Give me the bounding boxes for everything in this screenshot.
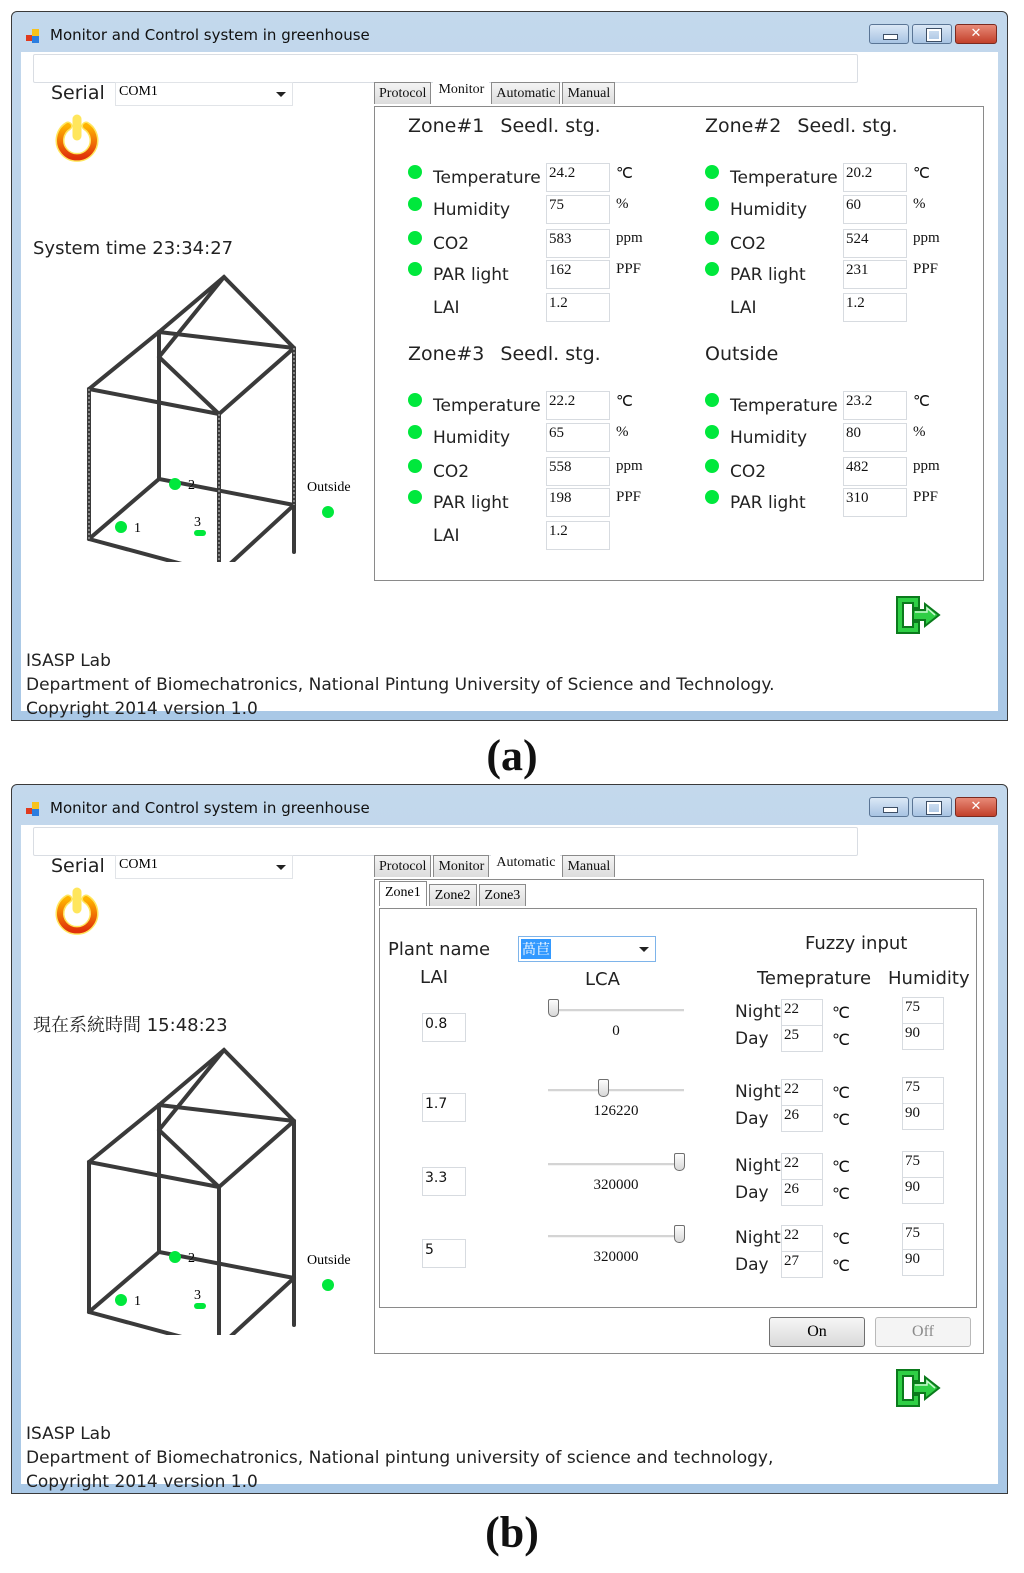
close-button[interactable]	[955, 797, 997, 817]
figure-caption-a: (a)	[486, 731, 538, 780]
status-indicator-icon	[408, 490, 422, 504]
chevron-down-icon	[276, 92, 286, 97]
slider-track	[548, 1089, 684, 1092]
serial-label: Serial	[51, 855, 105, 877]
message-box[interactable]	[33, 827, 858, 856]
footer	[26, 1422, 773, 1494]
zone-stage: Seedl. stg.	[500, 343, 601, 365]
reading-row-lai	[408, 293, 698, 323]
status-indicator-icon	[408, 425, 422, 439]
title-bar[interactable]	[12, 785, 1007, 827]
system-time-value: 23:34:27	[152, 238, 234, 259]
status-indicator-icon	[705, 425, 719, 439]
window-monitor	[11, 11, 1008, 721]
reading-value: 524	[846, 231, 869, 247]
exit-door-icon[interactable]	[893, 1367, 943, 1409]
sensor-label-zone2: 2	[188, 1251, 195, 1266]
sensor-dot-outside	[322, 506, 334, 518]
reading-unit: ℃	[913, 394, 930, 410]
lca-slider[interactable]	[548, 1153, 684, 1179]
day-label: Day	[735, 1255, 769, 1275]
main-tabs	[374, 855, 617, 877]
reading-label: Humidity	[730, 428, 808, 448]
reading-value-field[interactable]	[843, 391, 907, 420]
night-label: Night	[735, 1228, 781, 1248]
reading-unit: %	[913, 424, 926, 440]
plant-name-select[interactable]	[518, 936, 656, 962]
reading-label: LAI	[433, 526, 460, 546]
reading-value: 1.2	[846, 295, 865, 311]
main-tabs	[374, 82, 617, 104]
reading-value-field[interactable]	[546, 521, 610, 550]
reading-label: Temperature	[433, 396, 541, 416]
day-temp-value: 25	[784, 1027, 799, 1043]
sensor-label-zone1: 1	[134, 521, 141, 536]
on-button[interactable]: On	[769, 1317, 865, 1347]
reading-row-par-light	[408, 260, 698, 290]
slider-thumb[interactable]	[674, 1153, 685, 1171]
slider-thumb[interactable]	[674, 1225, 685, 1243]
off-button[interactable]: Off	[875, 1317, 971, 1347]
reading-unit: ℃	[616, 394, 633, 410]
reading-value: 198	[549, 490, 572, 506]
temp-unit: ℃	[832, 1032, 850, 1049]
lca-value: 126220	[593, 1103, 639, 1119]
reading-unit: ppm	[913, 230, 940, 246]
temp-unit: ℃	[832, 1085, 850, 1102]
reading-label: LAI	[433, 298, 460, 318]
reading-value-field[interactable]	[546, 391, 610, 420]
zone-name: Outside	[705, 343, 779, 365]
close-button[interactable]	[955, 24, 997, 44]
reading-row-co2	[408, 457, 698, 487]
reading-row-temperature	[705, 391, 995, 421]
reading-value: 24.2	[549, 165, 576, 181]
plant-name-label: Plant name	[388, 939, 491, 960]
power-icon[interactable]	[53, 887, 101, 935]
reading-row-co2	[408, 229, 698, 259]
reading-label: Temperature	[433, 168, 541, 188]
sensor-dot-zone2	[169, 478, 181, 490]
day-temp-field[interactable]	[781, 1179, 823, 1206]
night-humidity-value: 75	[905, 999, 920, 1015]
zone-title	[705, 115, 898, 137]
greenhouse-diagram	[71, 1035, 391, 1335]
night-temp-value: 22	[784, 1227, 799, 1243]
footer-lab: ISASP Lab	[26, 651, 111, 671]
reading-label: LAI	[730, 298, 757, 318]
client-area	[21, 825, 998, 1492]
zone-name: Zone#3	[408, 343, 485, 365]
reading-value-field[interactable]	[546, 293, 610, 322]
slider-thumb[interactable]	[598, 1079, 609, 1097]
lai-value: 5	[425, 1242, 434, 1258]
reading-value: 22.2	[549, 393, 576, 409]
reading-value: 20.2	[846, 165, 873, 181]
temp-unit: ℃	[832, 1258, 850, 1275]
footer	[26, 649, 774, 721]
night-humidity-value: 75	[905, 1153, 920, 1169]
reading-row-par-light	[408, 488, 698, 518]
reading-value-field[interactable]	[843, 195, 907, 224]
lai-field[interactable]	[422, 1167, 466, 1196]
automatic-panel	[374, 879, 984, 1354]
footer-department: Department of Biomechatronics, National pintung university of science and technology,	[26, 1448, 774, 1468]
night-humidity-value: 75	[905, 1079, 920, 1095]
reading-row-temperature	[408, 163, 698, 193]
lai-field[interactable]	[422, 1093, 466, 1122]
reading-label: PAR light	[433, 265, 509, 285]
reading-label: Humidity	[433, 428, 511, 448]
night-temp-field[interactable]	[781, 1153, 823, 1180]
system-time	[33, 238, 233, 259]
reading-label: CO2	[433, 462, 470, 482]
status-indicator-icon	[408, 459, 422, 473]
reading-value: 23.2	[846, 393, 873, 409]
reading-row-lai	[408, 521, 698, 551]
sensor-dot-zone2	[169, 1251, 181, 1263]
lai-field[interactable]	[422, 1013, 466, 1042]
zone1-settings	[379, 908, 977, 1340]
reading-label: PAR light	[730, 493, 806, 513]
reading-value-field[interactable]	[843, 293, 907, 322]
reading-row-humidity	[408, 423, 698, 453]
sensor-dot-zone3	[194, 530, 206, 536]
reading-unit: %	[913, 196, 926, 212]
zone-stage: Seedl. stg.	[500, 115, 601, 137]
sensor-label-zone3: 3	[194, 1288, 201, 1303]
slider-thumb[interactable]	[548, 999, 559, 1017]
tab-monitor[interactable]: Monitor	[433, 78, 489, 103]
night-humidity-field[interactable]	[902, 1223, 944, 1250]
status-indicator-icon	[408, 262, 422, 276]
day-temp-field[interactable]	[781, 1025, 823, 1052]
slider-track	[548, 1163, 684, 1166]
footer-copyright: Copyright 2014 version 1.0	[26, 699, 258, 719]
sensor-dot-outside	[322, 1279, 334, 1291]
lai-field[interactable]	[422, 1239, 466, 1268]
zone-name: Zone#2	[705, 115, 782, 137]
day-label: Day	[735, 1029, 769, 1049]
window-automatic	[11, 784, 1008, 1494]
status-indicator-icon	[705, 459, 719, 473]
night-temp-field[interactable]	[781, 999, 823, 1026]
status-indicator-icon	[705, 197, 719, 211]
system-time-value: 15:48:23	[146, 1015, 228, 1036]
night-humidity-field[interactable]	[902, 997, 944, 1024]
lai-value: 1.7	[425, 1096, 448, 1112]
tab-manual[interactable]: Manual	[562, 82, 615, 104]
reading-unit: %	[616, 196, 629, 212]
system-time	[33, 1011, 228, 1037]
sensor-label-zone1: 1	[134, 1294, 141, 1309]
chevron-down-icon	[639, 947, 649, 952]
status-indicator-icon	[408, 231, 422, 245]
temp-unit: ℃	[832, 1186, 850, 1203]
maximize-button[interactable]	[912, 797, 952, 817]
reading-value: 75	[549, 197, 564, 213]
night-temp-field[interactable]	[781, 1225, 823, 1252]
chevron-down-icon	[276, 865, 286, 870]
lai-value: 0.8	[425, 1016, 448, 1032]
lai-header: LAI	[420, 967, 449, 988]
temp-unit: ℃	[832, 1159, 850, 1176]
reading-label: Humidity	[730, 200, 808, 220]
client-area	[21, 52, 998, 719]
reading-label: Temperature	[730, 396, 838, 416]
night-humidity-field[interactable]	[902, 1077, 944, 1104]
reading-row-humidity	[705, 423, 995, 453]
footer-copyright: Copyright 2014 version 1.0	[26, 1472, 258, 1492]
sensor-label-outside: Outside	[307, 480, 351, 495]
reading-value: 80	[846, 425, 861, 441]
night-temp-value: 22	[784, 1081, 799, 1097]
status-indicator-icon	[408, 197, 422, 211]
lca-value: 0	[612, 1023, 620, 1039]
zone-name: Zone#1	[408, 115, 485, 137]
lca-slider[interactable]	[548, 999, 684, 1025]
reading-label: CO2	[730, 462, 767, 482]
status-indicator-icon	[705, 393, 719, 407]
lca-slider[interactable]	[548, 1225, 684, 1251]
serial-port-select[interactable]	[115, 82, 293, 106]
reading-value-field[interactable]	[843, 260, 907, 289]
lca-value: 320000	[593, 1177, 639, 1193]
day-humidity-value: 90	[905, 1251, 920, 1267]
reading-value: 482	[846, 459, 869, 475]
sensor-dot-zone3	[194, 1303, 206, 1309]
minimize-button[interactable]	[869, 797, 909, 817]
day-humidity-field[interactable]	[902, 1023, 944, 1050]
close-icon: ✕	[970, 799, 982, 814]
window-title: Monitor and Control system in greenhouse	[50, 799, 370, 817]
night-temp-value: 22	[784, 1155, 799, 1171]
tab-protocol[interactable]: Protocol	[374, 82, 431, 104]
sensor-label-zone3: 3	[194, 515, 201, 530]
status-indicator-icon	[705, 165, 719, 179]
sensor-label-zone2: 2	[188, 478, 195, 493]
reading-row-humidity	[408, 195, 698, 225]
tab-automatic[interactable]: Automatic	[491, 851, 560, 876]
reading-value-field[interactable]	[546, 229, 610, 258]
day-humidity-value: 90	[905, 1105, 920, 1121]
reading-value: 583	[549, 231, 572, 247]
reading-value: 60	[846, 197, 861, 213]
reading-value-field[interactable]	[843, 163, 907, 192]
serial-port-select[interactable]	[115, 855, 293, 879]
footer-lab: ISASP Lab	[26, 1424, 111, 1444]
figure-caption-b: (b)	[485, 1508, 539, 1557]
reading-value-field[interactable]	[546, 260, 610, 289]
plant-name-value: 萵苣	[521, 939, 551, 959]
day-humidity-field[interactable]	[902, 1177, 944, 1204]
reading-value-field[interactable]	[843, 488, 907, 517]
serial-port-value: COM1	[119, 84, 158, 99]
reading-row-lai	[705, 293, 995, 323]
maximize-icon	[927, 29, 941, 41]
tab-manual[interactable]: Manual	[562, 855, 615, 877]
reading-value: 65	[549, 425, 564, 441]
reading-value: 310	[846, 490, 869, 506]
night-humidity-field[interactable]	[902, 1151, 944, 1178]
day-label: Day	[735, 1183, 769, 1203]
reading-value-field[interactable]	[546, 163, 610, 192]
reading-row-co2	[705, 457, 995, 487]
close-icon: ✕	[970, 26, 982, 41]
temp-unit: ℃	[832, 1112, 850, 1129]
reading-unit: PPF	[913, 261, 939, 277]
lca-header: LCA	[585, 969, 620, 990]
day-humidity-field[interactable]	[902, 1103, 944, 1130]
humidity-header: Humidity	[888, 968, 970, 989]
app-windows-icon	[26, 802, 40, 816]
zone-stage: Seedl. stg.	[797, 115, 898, 137]
greenhouse-diagram	[71, 262, 391, 562]
reading-row-co2	[705, 229, 995, 259]
power-icon[interactable]	[53, 114, 101, 162]
reading-row-temperature	[705, 163, 995, 193]
window-title: Monitor and Control system in greenhouse	[50, 26, 370, 44]
reading-unit: ppm	[616, 458, 643, 474]
reading-label: PAR light	[433, 493, 509, 513]
status-indicator-icon	[705, 490, 719, 504]
reading-value: 231	[846, 262, 869, 278]
day-humidity-value: 90	[905, 1025, 920, 1041]
reading-label: CO2	[433, 234, 470, 254]
tab-zone3[interactable]: Zone3	[479, 884, 527, 906]
serial-port-value: COM1	[119, 857, 158, 872]
reading-label: CO2	[730, 234, 767, 254]
exit-door-icon[interactable]	[893, 594, 943, 636]
maximize-button[interactable]	[912, 24, 952, 44]
reading-row-par-light	[705, 260, 995, 290]
day-temp-value: 27	[784, 1253, 799, 1269]
maximize-icon	[927, 802, 941, 814]
reading-unit: PPF	[616, 261, 642, 277]
reading-value-field[interactable]	[546, 457, 610, 486]
reading-row-par-light	[705, 488, 995, 518]
lai-value: 3.3	[425, 1170, 448, 1186]
night-humidity-value: 75	[905, 1225, 920, 1241]
title-bar[interactable]	[12, 12, 1007, 54]
tab-automatic[interactable]: Automatic	[491, 82, 560, 104]
tab-zone1[interactable]: Zone1	[379, 881, 427, 906]
system-time-label: System time	[33, 238, 147, 259]
night-temp-field[interactable]	[781, 1079, 823, 1106]
lca-value: 320000	[593, 1249, 639, 1265]
reading-label: Humidity	[433, 200, 511, 220]
reading-unit: ℃	[616, 166, 633, 182]
night-temp-value: 22	[784, 1001, 799, 1017]
sensor-dot-zone1	[115, 521, 127, 533]
temp-unit: ℃	[832, 1231, 850, 1248]
zone-title	[408, 343, 601, 365]
reading-unit: PPF	[913, 489, 939, 505]
tab-monitor[interactable]: Monitor	[433, 855, 489, 877]
zone-title	[408, 115, 601, 137]
tab-zone2[interactable]: Zone2	[429, 884, 477, 906]
status-indicator-icon	[408, 165, 422, 179]
reading-value-field[interactable]	[843, 229, 907, 258]
serial-label: Serial	[51, 82, 105, 104]
reading-value-field[interactable]	[546, 195, 610, 224]
zone-title	[705, 343, 778, 365]
status-indicator-icon	[705, 231, 719, 245]
reading-value: 1.2	[549, 295, 568, 311]
reading-label: Temperature	[730, 168, 838, 188]
system-time-label: 現在系統時間	[33, 1015, 141, 1036]
reading-value: 162	[549, 262, 572, 278]
reading-unit: %	[616, 424, 629, 440]
minimize-button[interactable]	[869, 24, 909, 44]
temp-unit: ℃	[832, 1005, 850, 1022]
day-temp-field[interactable]	[781, 1105, 823, 1132]
fuzzy-input-header: Fuzzy input	[805, 933, 908, 954]
night-label: Night	[735, 1156, 781, 1176]
day-temp-value: 26	[784, 1181, 799, 1197]
reading-value-field[interactable]	[843, 457, 907, 486]
footer-department: Department of Biomechatronics, National Pintung University of Science and Technology.	[26, 675, 775, 695]
sensor-label-outside: Outside	[307, 1253, 351, 1268]
app-windows-icon	[26, 29, 40, 43]
status-indicator-icon	[408, 393, 422, 407]
day-temp-field[interactable]	[781, 1251, 823, 1278]
reading-unit: PPF	[616, 489, 642, 505]
night-label: Night	[735, 1002, 781, 1022]
reading-unit: ppm	[616, 230, 643, 246]
lca-slider[interactable]	[548, 1079, 684, 1105]
night-label: Night	[735, 1082, 781, 1102]
day-label: Day	[735, 1109, 769, 1129]
reading-row-temperature	[408, 391, 698, 421]
reading-label: PAR light	[730, 265, 806, 285]
temperature-header: Temeprature	[757, 968, 872, 989]
reading-value: 1.2	[549, 523, 568, 539]
sensor-dot-zone1	[115, 1294, 127, 1306]
reading-value-field[interactable]	[843, 423, 907, 452]
slider-track	[548, 1235, 684, 1238]
reading-value-field[interactable]	[546, 423, 610, 452]
tab-protocol[interactable]: Protocol	[374, 855, 431, 877]
zone-tabs	[379, 884, 528, 906]
slider-track	[548, 1009, 684, 1012]
reading-value: 558	[549, 459, 572, 475]
reading-unit: ppm	[913, 458, 940, 474]
reading-unit: ℃	[913, 166, 930, 182]
minimize-icon	[883, 34, 898, 40]
day-temp-value: 26	[784, 1107, 799, 1123]
monitor-panel	[374, 106, 984, 581]
minimize-icon	[883, 807, 898, 813]
reading-value-field[interactable]	[546, 488, 610, 517]
day-humidity-field[interactable]	[902, 1249, 944, 1276]
status-indicator-icon	[705, 262, 719, 276]
day-humidity-value: 90	[905, 1179, 920, 1195]
reading-row-humidity	[705, 195, 995, 225]
